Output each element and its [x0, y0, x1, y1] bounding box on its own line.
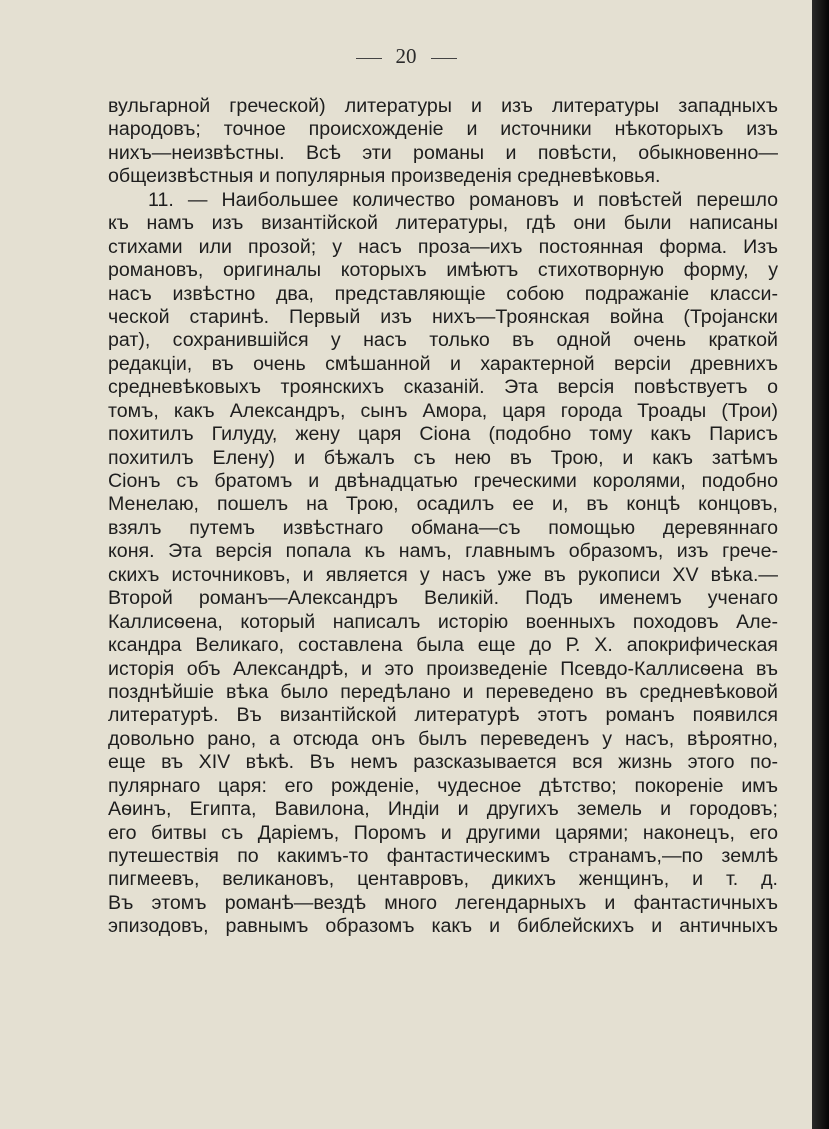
text-line: пулярнаго царя: его рожденіе, чудесное дѣтство; покореніе имъ: [108, 774, 778, 797]
text-line: ксандра Великаго, составлена была еще до Р. Х. апокрифическая: [108, 634, 778, 657]
text-line: вульгарной греческой) литературы и изъ литературы западныхъ: [108, 95, 778, 117]
text-line: исторія объ Александрѣ, и это произведеніе Псевдо-Каллисѳена въ: [108, 657, 778, 680]
body-text: [108, 95, 778, 939]
text-line: похитилъ Гилуду, жену царя Сіона (подобно тому какъ Парисъ: [108, 423, 778, 446]
text-line: литературѣ. Въ византійской литературѣ этотъ романъ появился: [108, 704, 778, 727]
page-number: 20: [395, 44, 417, 68]
text-line: Менелаю, пошелъ на Трою, осадилъ ее и, въ концѣ концовъ,: [108, 493, 778, 516]
page-edge-shadow: [812, 0, 829, 1129]
text-line: стихами или прозой; у насъ проза—ихъ постоянная форма. Изъ: [108, 235, 778, 258]
text-line: довольно рано, а отсюда онъ былъ переведенъ у насъ, вѣроятно,: [108, 727, 778, 750]
text-line: нихъ—неизвѣстны. Всѣ эти романы и повѣсти, обыкновенно—: [108, 141, 778, 164]
text-line: рат), сохранившійся у насъ только въ одной очень краткой: [108, 329, 778, 352]
text-line: Сіонъ съ братомъ и двѣнадцатью греческими королями, подобно: [108, 470, 778, 492]
text-line: романовъ, оригиналы которыхъ имѣютъ стихотворную форму, у: [108, 259, 778, 282]
header-dash-right: [431, 58, 457, 59]
text-line: Второй романъ—Александръ Великій. Подъ именемъ ученаго: [108, 587, 778, 610]
text-line: народовъ; точное происхожденіе и источники нѣкоторыхъ изъ: [108, 118, 778, 141]
text-line: эпизодовъ, равнымъ образомъ какъ и библейскихъ и античныхъ: [108, 915, 778, 938]
text-line: насъ извѣстно два, представляющіе собою подражаніе класси-: [108, 282, 778, 305]
text-line: позднѣйшіе вѣка было передѣлано и переведено въ средневѣковой: [108, 680, 778, 703]
text-line: взялъ путемъ извѣстнаго обмана—съ помощью деревяннаго: [108, 516, 778, 539]
text-line: Аѳинъ, Египта, Вавилона, Индіи и другихъ земель и городовъ;: [108, 798, 778, 821]
text-line: его битвы съ Даріемъ, Поромъ и другими царями; наконецъ, его: [108, 821, 778, 844]
text-line: къ намъ изъ византійской литературы, гдѣ они были написаны: [108, 212, 778, 235]
text-line: похитилъ Елену) и бѣжалъ съ нею въ Трою, и какъ затѣмъ: [108, 446, 778, 469]
text-line: средневѣковыхъ троянскихъ сказаній. Эта версія повѣствуетъ о: [108, 376, 778, 399]
header-dash-left: [356, 58, 382, 59]
page-header: [0, 44, 812, 69]
text-line: пигмеевъ, великановъ, центавровъ, дикихъ женщинъ, и т. д.: [108, 868, 778, 891]
text-line: коня. Эта версія попала къ намъ, главнымъ образомъ, изъ грече-: [108, 540, 778, 563]
paragraph-start-line: 11. — Наибольшее количество романовъ и повѣстей перешло: [148, 188, 778, 211]
text-line: томъ, какъ Александръ, сынъ Амора, царя города Троады (Трои): [108, 399, 778, 422]
text-line: общеизвѣстныя и популярныя произведенія средневѣковья.: [108, 165, 661, 188]
text-line: редакціи, въ очень смѣшанной и характерной версіи древнихъ: [108, 352, 778, 375]
text-line: Въ этомъ романѣ—вездѣ много легендарныхъ и фантастичныхъ: [108, 891, 778, 914]
text-line: путешествія по какимъ-то фантастическимъ странамъ,—по землѣ: [108, 845, 778, 867]
text-line: еще въ XIV вѣкѣ. Въ немъ разсказывается вся жизнь этого по-: [108, 751, 778, 774]
text-line: ческой старинѣ. Первый изъ нихъ—Троянская война (Тројански: [108, 305, 778, 328]
text-line: Каллисѳена, который написалъ исторію военныхъ походовъ Але-: [108, 610, 778, 633]
text-line: скихъ источниковъ, и является у насъ уже въ рукописи XV вѣка.—: [108, 563, 778, 586]
